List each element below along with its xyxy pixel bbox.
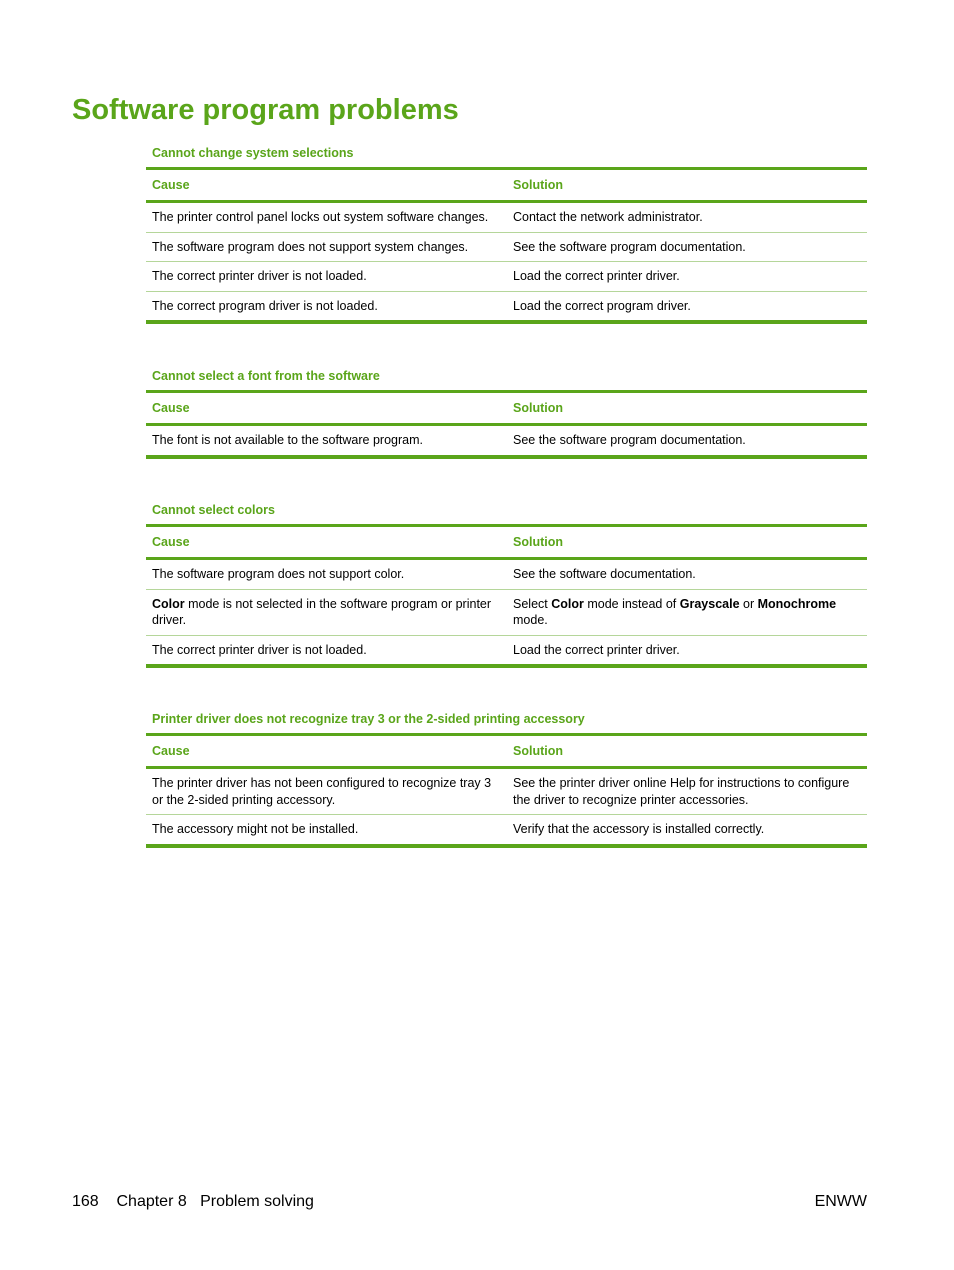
- troubleshooting-table: [146, 390, 867, 459]
- section-title: Cannot change system selections: [152, 146, 354, 160]
- solution-cell: Contact the network administrator.: [513, 210, 703, 224]
- section-title: Cannot select colors: [152, 503, 275, 517]
- cause-cell: The printer driver has not been configured to recognize tray 3 or the 2-sided printing accessory.: [152, 776, 492, 807]
- table-row: [146, 232, 867, 262]
- table-header-row: [146, 169, 867, 202]
- cause-text: mode is not selected in the software program or printer driver.: [152, 596, 492, 627]
- page-footer-right: ENWW: [814, 1193, 867, 1210]
- bold-term: Color: [152, 596, 185, 611]
- table-row: [146, 425, 867, 457]
- solution-cell: See the printer driver online Help for instructions to configure the driver to recognize printer accessories.: [513, 776, 850, 807]
- section-cannot-select-font: [146, 368, 867, 459]
- bold-term: Color: [551, 596, 584, 611]
- column-header-solution: Solution: [513, 401, 563, 415]
- troubleshooting-table: [146, 733, 867, 848]
- solution-text: Select: [513, 596, 552, 611]
- section-title: Printer driver does not recognize tray 3 or the 2-sided printing accessory: [152, 712, 585, 726]
- cause-cell: The font is not available to the software program.: [152, 433, 423, 447]
- troubleshooting-table: [146, 524, 867, 668]
- cause-cell: The correct program driver is not loaded.: [152, 298, 378, 313]
- table-header-row: [146, 735, 867, 768]
- table-row: [146, 589, 867, 635]
- bold-term: Grayscale: [679, 596, 740, 611]
- table-row: [146, 559, 867, 590]
- table-header-row: [146, 392, 867, 425]
- column-header-cause: Cause: [152, 535, 190, 549]
- table-header-row: [146, 526, 867, 559]
- chapter-title: Problem solving: [200, 1193, 314, 1210]
- cause-cell: The correct printer driver is not loaded.: [152, 269, 367, 283]
- solution-cell: See the software program documentation.: [513, 239, 746, 254]
- solution-cell: Load the correct program driver.: [513, 298, 691, 313]
- section-title: Cannot select a font from the software: [152, 369, 380, 383]
- table-row: [146, 262, 867, 292]
- cause-cell: The software program does not support color.: [152, 567, 405, 581]
- section-cannot-change-system-selections: [146, 145, 867, 324]
- table-row: [146, 291, 867, 322]
- table-row: [146, 768, 867, 815]
- table-row: [146, 202, 867, 233]
- cause-cell: [146, 589, 507, 635]
- solution-cell: [507, 589, 867, 635]
- solution-text: mode instead of: [583, 596, 680, 611]
- page-footer-left: [72, 1192, 314, 1212]
- chapter-label: Chapter 8: [116, 1193, 187, 1210]
- solution-cell: Load the correct printer driver.: [513, 642, 680, 657]
- column-header-cause: Cause: [152, 178, 190, 192]
- column-header-cause: Cause: [152, 401, 190, 415]
- table-row: [146, 815, 867, 846]
- solution-cell: Verify that the accessory is installed correctly.: [513, 822, 765, 836]
- section-cannot-select-colors: [146, 502, 867, 668]
- solution-cell: See the software program documentation.: [513, 433, 746, 447]
- solution-cell: See the software documentation.: [513, 567, 696, 581]
- column-header-solution: Solution: [513, 744, 563, 758]
- solution-cell: Load the correct printer driver.: [513, 269, 680, 283]
- column-header-solution: Solution: [513, 178, 563, 192]
- cause-cell: The printer control panel locks out system software changes.: [152, 210, 489, 224]
- column-header-solution: Solution: [513, 535, 563, 549]
- solution-text: or: [739, 596, 758, 611]
- column-header-cause: Cause: [152, 744, 190, 758]
- cause-cell: The correct printer driver is not loaded.: [152, 642, 367, 657]
- troubleshooting-table: [146, 167, 867, 324]
- cause-cell: The accessory might not be installed.: [152, 822, 359, 836]
- cause-cell: The software program does not support system changes.: [152, 239, 469, 254]
- page-title: Software program problems: [72, 94, 459, 126]
- section-printer-driver-tray3: [146, 711, 867, 848]
- bold-term: Monochrome: [757, 596, 837, 611]
- page-number: 168: [72, 1193, 99, 1210]
- solution-text: mode.: [513, 613, 548, 627]
- table-row: [146, 635, 867, 666]
